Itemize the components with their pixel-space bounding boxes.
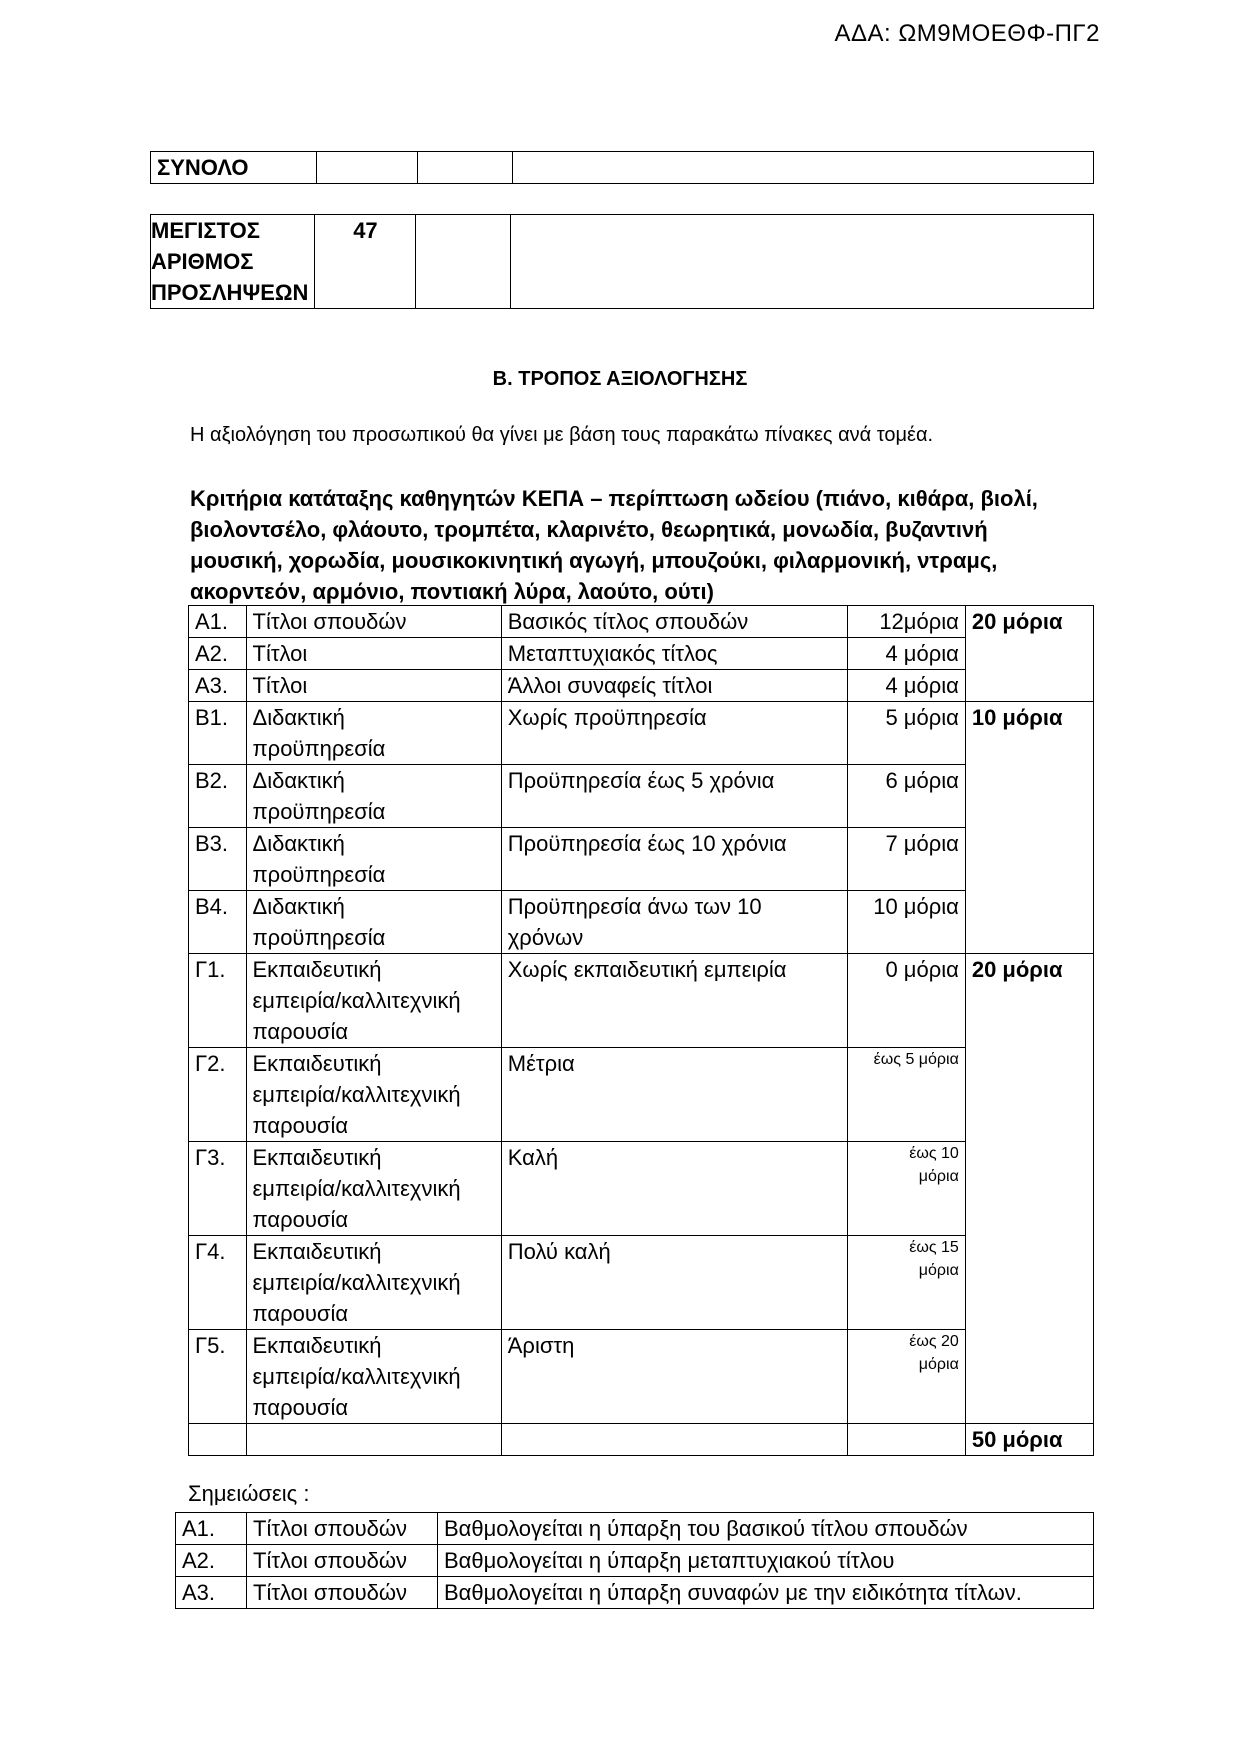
row-desc: Άλλοι συναφείς τίτλοι — [501, 670, 847, 702]
pts-line: μόρια — [918, 1262, 959, 1279]
row-name: Τίτλοι σπουδών — [246, 606, 501, 638]
name-line: εμπειρία/καλλιτεχνική — [252, 988, 461, 1013]
row-desc: Προϋπηρεσία έως 10 χρόνια — [501, 828, 847, 891]
table-row — [189, 670, 1094, 702]
name-line: Διδακτική — [252, 894, 345, 919]
table-row — [189, 702, 1094, 765]
row-points: 4 μόρια — [847, 670, 965, 702]
row-code: Γ3. — [189, 1142, 247, 1236]
table-row — [189, 606, 1094, 638]
row-points: 4 μόρια — [847, 638, 965, 670]
row-points: 7 μόρια — [847, 828, 965, 891]
name-line: προϋπηρεσία — [252, 736, 386, 761]
row-name — [246, 954, 501, 1048]
empty-cell — [501, 1424, 847, 1456]
row-desc: Άριστη — [501, 1330, 847, 1424]
table-row — [189, 828, 1094, 891]
max-label-line: ΠΡΟΣΛΗΨΕΩΝ — [151, 280, 309, 305]
row-code: Α2. — [189, 638, 247, 670]
row-name — [246, 1142, 501, 1236]
note-name: Τίτλοι σπουδών — [247, 1545, 438, 1577]
max-label-line: ΑΡΙΘΜΟΣ — [151, 249, 254, 274]
row-name — [246, 828, 501, 891]
name-line: Εκπαιδευτική — [252, 1333, 382, 1358]
empty-cell — [189, 1424, 247, 1456]
name-line: Εκπαιδευτική — [252, 957, 382, 982]
name-line: Εκπαιδευτική — [252, 1051, 382, 1076]
max-extra-cell — [416, 215, 511, 309]
row-desc: Χωρίς προϋπηρεσία — [501, 702, 847, 765]
name-line: παρουσία — [252, 1301, 349, 1326]
row-desc: Βασικός τίτλος σπουδών — [501, 606, 847, 638]
row-desc: Καλή — [501, 1142, 847, 1236]
name-line: Διδακτική — [252, 768, 345, 793]
criteria-line: ακορντεόν, αρμόνιο, ποντιακή λύρα, λαούτο, ούτι) — [190, 579, 714, 604]
name-line: παρουσία — [252, 1207, 349, 1232]
pts-line: μόρια — [918, 1356, 959, 1373]
table-row — [189, 765, 1094, 828]
row-points — [847, 1142, 965, 1236]
row-name — [246, 1048, 501, 1142]
note-text: Βαθμολογείται η ύπαρξη μεταπτυχιακού τίτλου — [438, 1545, 1094, 1577]
row-points — [847, 1236, 965, 1330]
desc-line: χρόνων — [507, 925, 584, 950]
row-points: 0 μόρια — [847, 954, 965, 1048]
empty-cell — [246, 1424, 501, 1456]
row-name — [246, 891, 501, 954]
sum-notes-cell — [513, 152, 1094, 184]
sum-value-cell — [317, 152, 418, 184]
row-desc: Πολύ καλή — [501, 1236, 847, 1330]
max-hires-value: 47 — [315, 215, 416, 309]
row-name: Τίτλοι — [246, 670, 501, 702]
name-line: Διδακτική — [252, 705, 345, 730]
name-line: παρουσία — [252, 1113, 349, 1138]
row-desc: Χωρίς εκπαιδευτική εμπειρία — [501, 954, 847, 1048]
row-name — [246, 1236, 501, 1330]
table-row — [189, 891, 1094, 954]
table-row — [189, 1330, 1094, 1424]
row-points: έως 5 μόρια — [847, 1048, 965, 1142]
row-code: Γ2. — [189, 1048, 247, 1142]
note-name: Τίτλοι σπουδών — [247, 1577, 438, 1609]
criteria-line: μουσική, χορωδία, μουσικοκινητική αγωγή, μπουζούκι, φιλαρμονική, ντραμς, — [190, 548, 998, 573]
table-row-total — [189, 1424, 1094, 1456]
row-desc: Μέτρια — [501, 1048, 847, 1142]
row-code: Β4. — [189, 891, 247, 954]
row-code: Α1. — [189, 606, 247, 638]
name-line: παρουσία — [252, 1395, 349, 1420]
row-desc — [501, 891, 847, 954]
table-row — [176, 1577, 1094, 1609]
max-notes-cell — [511, 215, 1094, 309]
row-code: Β1. — [189, 702, 247, 765]
ada-code: ΑΔΑ: ΩΜ9ΜΟΕΘΦ-ΠΓ2 — [834, 20, 1100, 47]
name-line: παρουσία — [252, 1019, 349, 1044]
name-line: προϋπηρεσία — [252, 799, 386, 824]
row-code: Γ1. — [189, 954, 247, 1048]
row-name — [246, 1330, 501, 1424]
evaluation-table — [188, 605, 1094, 1456]
sum-extra-cell — [418, 152, 513, 184]
table-row — [189, 1236, 1094, 1330]
pts-line: έως 10 — [909, 1145, 959, 1162]
row-code: Β2. — [189, 765, 247, 828]
empty-cell — [847, 1424, 965, 1456]
name-line: εμπειρία/καλλιτεχνική — [252, 1270, 461, 1295]
row-code: Α3. — [189, 670, 247, 702]
group-total-c: 20 μόρια — [965, 954, 1093, 1424]
note-name: Τίτλοι σπουδών — [247, 1513, 438, 1545]
name-line: Εκπαιδευτική — [252, 1239, 382, 1264]
max-hires-table — [150, 214, 1094, 309]
max-label-line: ΜΕΓΙΣΤΟΣ — [151, 218, 260, 243]
row-points: 6 μόρια — [847, 765, 965, 828]
row-desc: Μεταπτυχιακός τίτλος — [501, 638, 847, 670]
table-row — [189, 1048, 1094, 1142]
name-line: προϋπηρεσία — [252, 862, 386, 887]
name-line: εμπειρία/καλλιτεχνική — [252, 1364, 461, 1389]
pts-line: μόρια — [918, 1168, 959, 1185]
note-code: Α3. — [176, 1577, 247, 1609]
name-line: εμπειρία/καλλιτεχνική — [252, 1082, 461, 1107]
pts-line: έως 20 — [909, 1333, 959, 1350]
row-points: 12μόρια — [847, 606, 965, 638]
table-row — [176, 1545, 1094, 1577]
group-total-b: 10 μόρια — [965, 702, 1093, 954]
section-title: Β. ΤΡΟΠΟΣ ΑΞΙΟΛΟΓΗΣΗΣ — [492, 368, 748, 390]
table-row — [151, 152, 1094, 184]
row-desc: Προϋπηρεσία έως 5 χρόνια — [501, 765, 847, 828]
pts-line: έως 15 — [909, 1239, 959, 1256]
note-text: Βαθμολογείται η ύπαρξη συναφών με την ειδικότητα τίτλων. — [438, 1577, 1094, 1609]
group-total-a: 20 μόρια — [965, 606, 1093, 702]
table-row — [189, 954, 1094, 1048]
name-line: Εκπαιδευτική — [252, 1145, 382, 1170]
table-row — [176, 1513, 1094, 1545]
row-code: Γ4. — [189, 1236, 247, 1330]
name-line: Διδακτική — [252, 831, 345, 856]
section-intro: Η αξιολόγηση του προσωπικού θα γίνει με βάση τους παρακάτω πίνακες ανά τομέα. — [190, 424, 934, 446]
notes-title: Σημειώσεις : — [188, 1481, 310, 1506]
row-points: 10 μόρια — [847, 891, 965, 954]
row-points: 5 μόρια — [847, 702, 965, 765]
row-code: Β3. — [189, 828, 247, 891]
criteria-heading — [190, 483, 1090, 607]
table-row — [189, 638, 1094, 670]
sum-table — [150, 151, 1094, 184]
row-points — [847, 1330, 965, 1424]
criteria-line: βιολοντσέλο, φλάουτο, τρομπέτα, κλαρινέτο, θεωρητικά, μονωδία, βυζαντινή — [190, 517, 988, 542]
note-code: Α2. — [176, 1545, 247, 1577]
notes-table — [175, 1512, 1094, 1609]
name-line: προϋπηρεσία — [252, 925, 386, 950]
note-text: Βαθμολογείται η ύπαρξη του βασικού τίτλου σπουδών — [438, 1513, 1094, 1545]
note-code: Α1. — [176, 1513, 247, 1545]
sum-label: ΣΥΝΟΛΟ — [151, 152, 317, 184]
criteria-line: Κριτήρια κατάταξης καθηγητών ΚΕΠΑ – περίπτωση ωδείου (πιάνο, κιθάρα, βιολί, — [190, 486, 1038, 511]
grand-total: 50 μόρια — [965, 1424, 1093, 1456]
row-code: Γ5. — [189, 1330, 247, 1424]
row-name — [246, 765, 501, 828]
desc-line: Προϋπηρεσία άνω των 10 — [507, 894, 762, 919]
max-hires-label — [151, 215, 315, 309]
name-line: εμπειρία/καλλιτεχνική — [252, 1176, 461, 1201]
row-name: Τίτλοι — [246, 638, 501, 670]
row-name — [246, 702, 501, 765]
table-row — [189, 1142, 1094, 1236]
table-row — [151, 215, 1094, 309]
